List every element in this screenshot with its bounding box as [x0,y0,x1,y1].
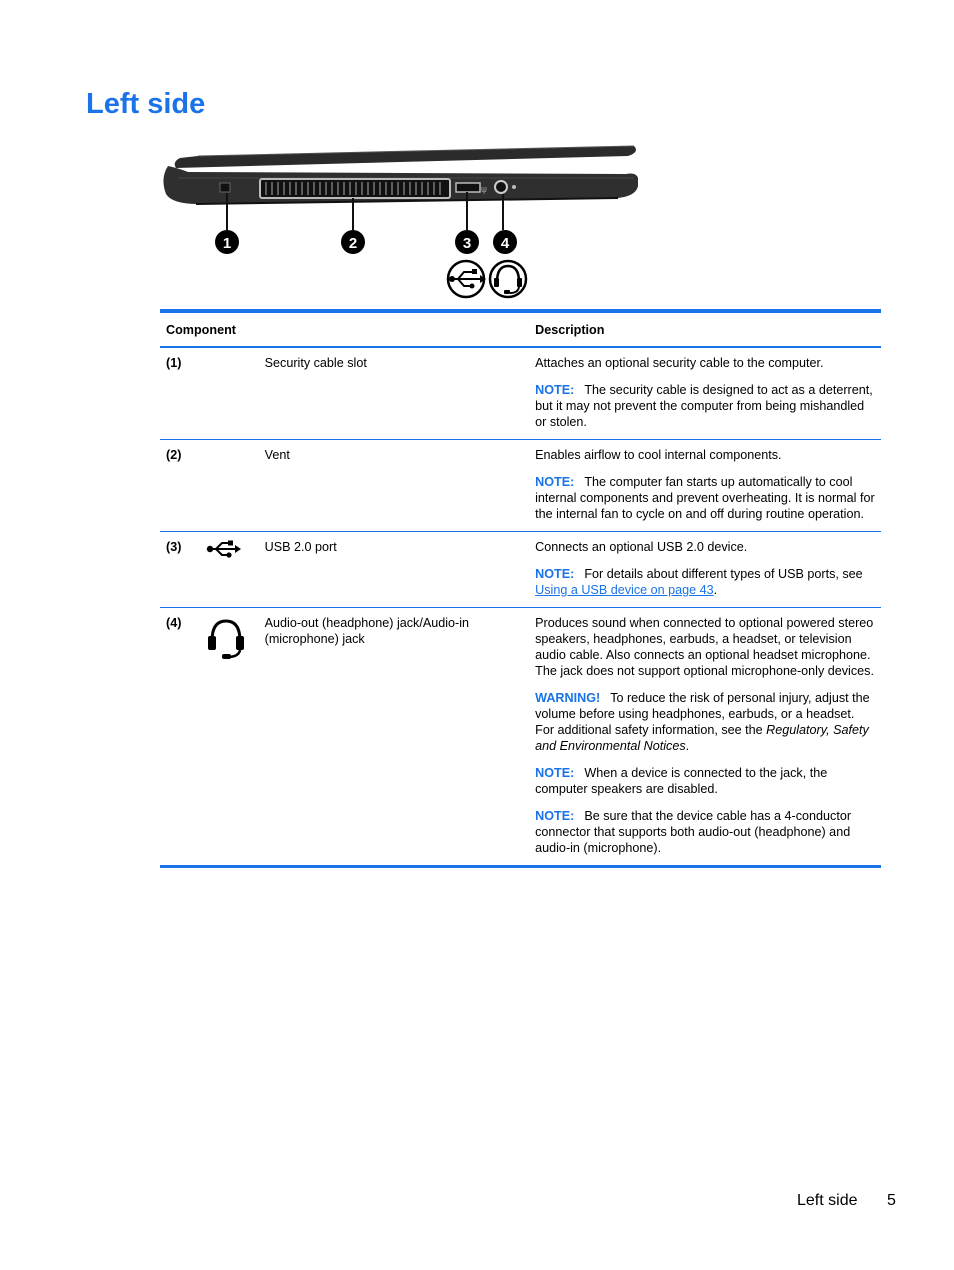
warning-italic: Regulatory, Safety and Environmental Notices [535,723,869,753]
headset-icon [206,615,246,661]
svg-text:1: 1 [222,235,232,252]
callout-4 [493,230,517,254]
note-text: For details about different types of USB ports, see [584,567,863,581]
note-label: NOTE: [535,567,575,581]
usb-icon [206,539,242,559]
note [535,382,875,430]
note-label: NOTE: [535,809,575,823]
warning-end: . [685,739,690,753]
footer-page-number: 5 [887,1192,896,1209]
usb-device-link[interactable]: Using a USB device on page 43 [535,583,714,597]
component-name: USB 2.0 port [259,532,530,608]
note-text: The computer fan starts up automatically to cool internal components and prevent overheating. It is normal for the internal fan to cycle on and off during routine operation. [535,475,875,521]
callout-3 [455,230,479,254]
component-icon-cell [206,532,259,608]
note-text: The security cable is designed to act as a deterrent, but it may not prevent the computer from being mishandled or stolen. [535,383,873,429]
table-row [160,440,881,532]
svg-text:3: 3 [462,235,472,252]
callout-1 [215,230,239,254]
note-label: NOTE: [535,475,575,489]
laptop-left-side-figure [158,138,643,304]
component-number: (4) [166,616,182,630]
table-header-row [160,313,881,347]
component-description [529,532,881,608]
description-text: Attaches an optional security cable to the computer. [535,356,824,370]
note [535,765,875,797]
component-description [529,440,881,532]
note [535,808,875,856]
header-description: Description [529,313,881,347]
component-icon-cell [206,347,259,440]
usb-icon [448,261,486,297]
laptop-illustration [158,138,643,304]
laptop-lid [175,146,636,168]
audio-jack-shape [495,181,507,193]
svg-text:4: 4 [500,235,510,252]
description-text: Enables airflow to cool internal components. [535,448,782,462]
note-label: NOTE: [535,383,575,397]
callout-2 [341,230,365,254]
note-text: When a device is connected to the jack, the computer speakers are disabled. [535,766,828,796]
component-icon-cell [206,440,259,532]
component-description [529,608,881,866]
component-name: Vent [259,440,530,532]
description-text: Connects an optional USB 2.0 device. [535,540,748,554]
footer-section-title: Left side [797,1192,858,1209]
table-row [160,347,881,440]
warning-text: To reduce the risk of personal injury, adjust the volume before using headphones, earbuds, or a headset. For additional safety information, see the [535,691,870,737]
components-table [160,309,881,868]
component-number: (2) [160,440,206,532]
component-icon-cell [206,608,259,866]
table-row [160,532,881,608]
header-component: Component [160,313,529,347]
note-end: . [713,583,718,597]
note-text: Be sure that the device cable has a 4-conductor connector that supports both audio-out (headphone) and audio-in (microphone). [535,809,852,855]
page-title: Left side [86,88,206,120]
usb-port-shape [456,183,480,192]
component-name: Security cable slot [259,347,530,440]
warning-label: WARNING! [535,691,601,705]
component-number: (1) [160,347,206,440]
component-name: Audio-out (headphone) jack/Audio-in (microphone) jack [264,616,470,646]
table-row [160,608,881,866]
warning [535,690,875,754]
security-slot-shape [220,183,230,192]
svg-text:ψ: ψ [481,185,487,195]
note [535,566,875,598]
component-description [529,347,881,440]
headset-icon [490,261,526,297]
component-number: (3) [160,532,206,608]
note-label: NOTE: [535,766,575,780]
vent-shape [260,179,450,198]
svg-text:2: 2 [348,235,358,252]
note [535,474,875,522]
description-text: Produces sound when connected to optional powered stereo speakers, headphones, earbuds, a headset, or television audio cable. Also connects an optional headset microphone. The jack does not support optional microphone-only devices. [535,616,874,678]
